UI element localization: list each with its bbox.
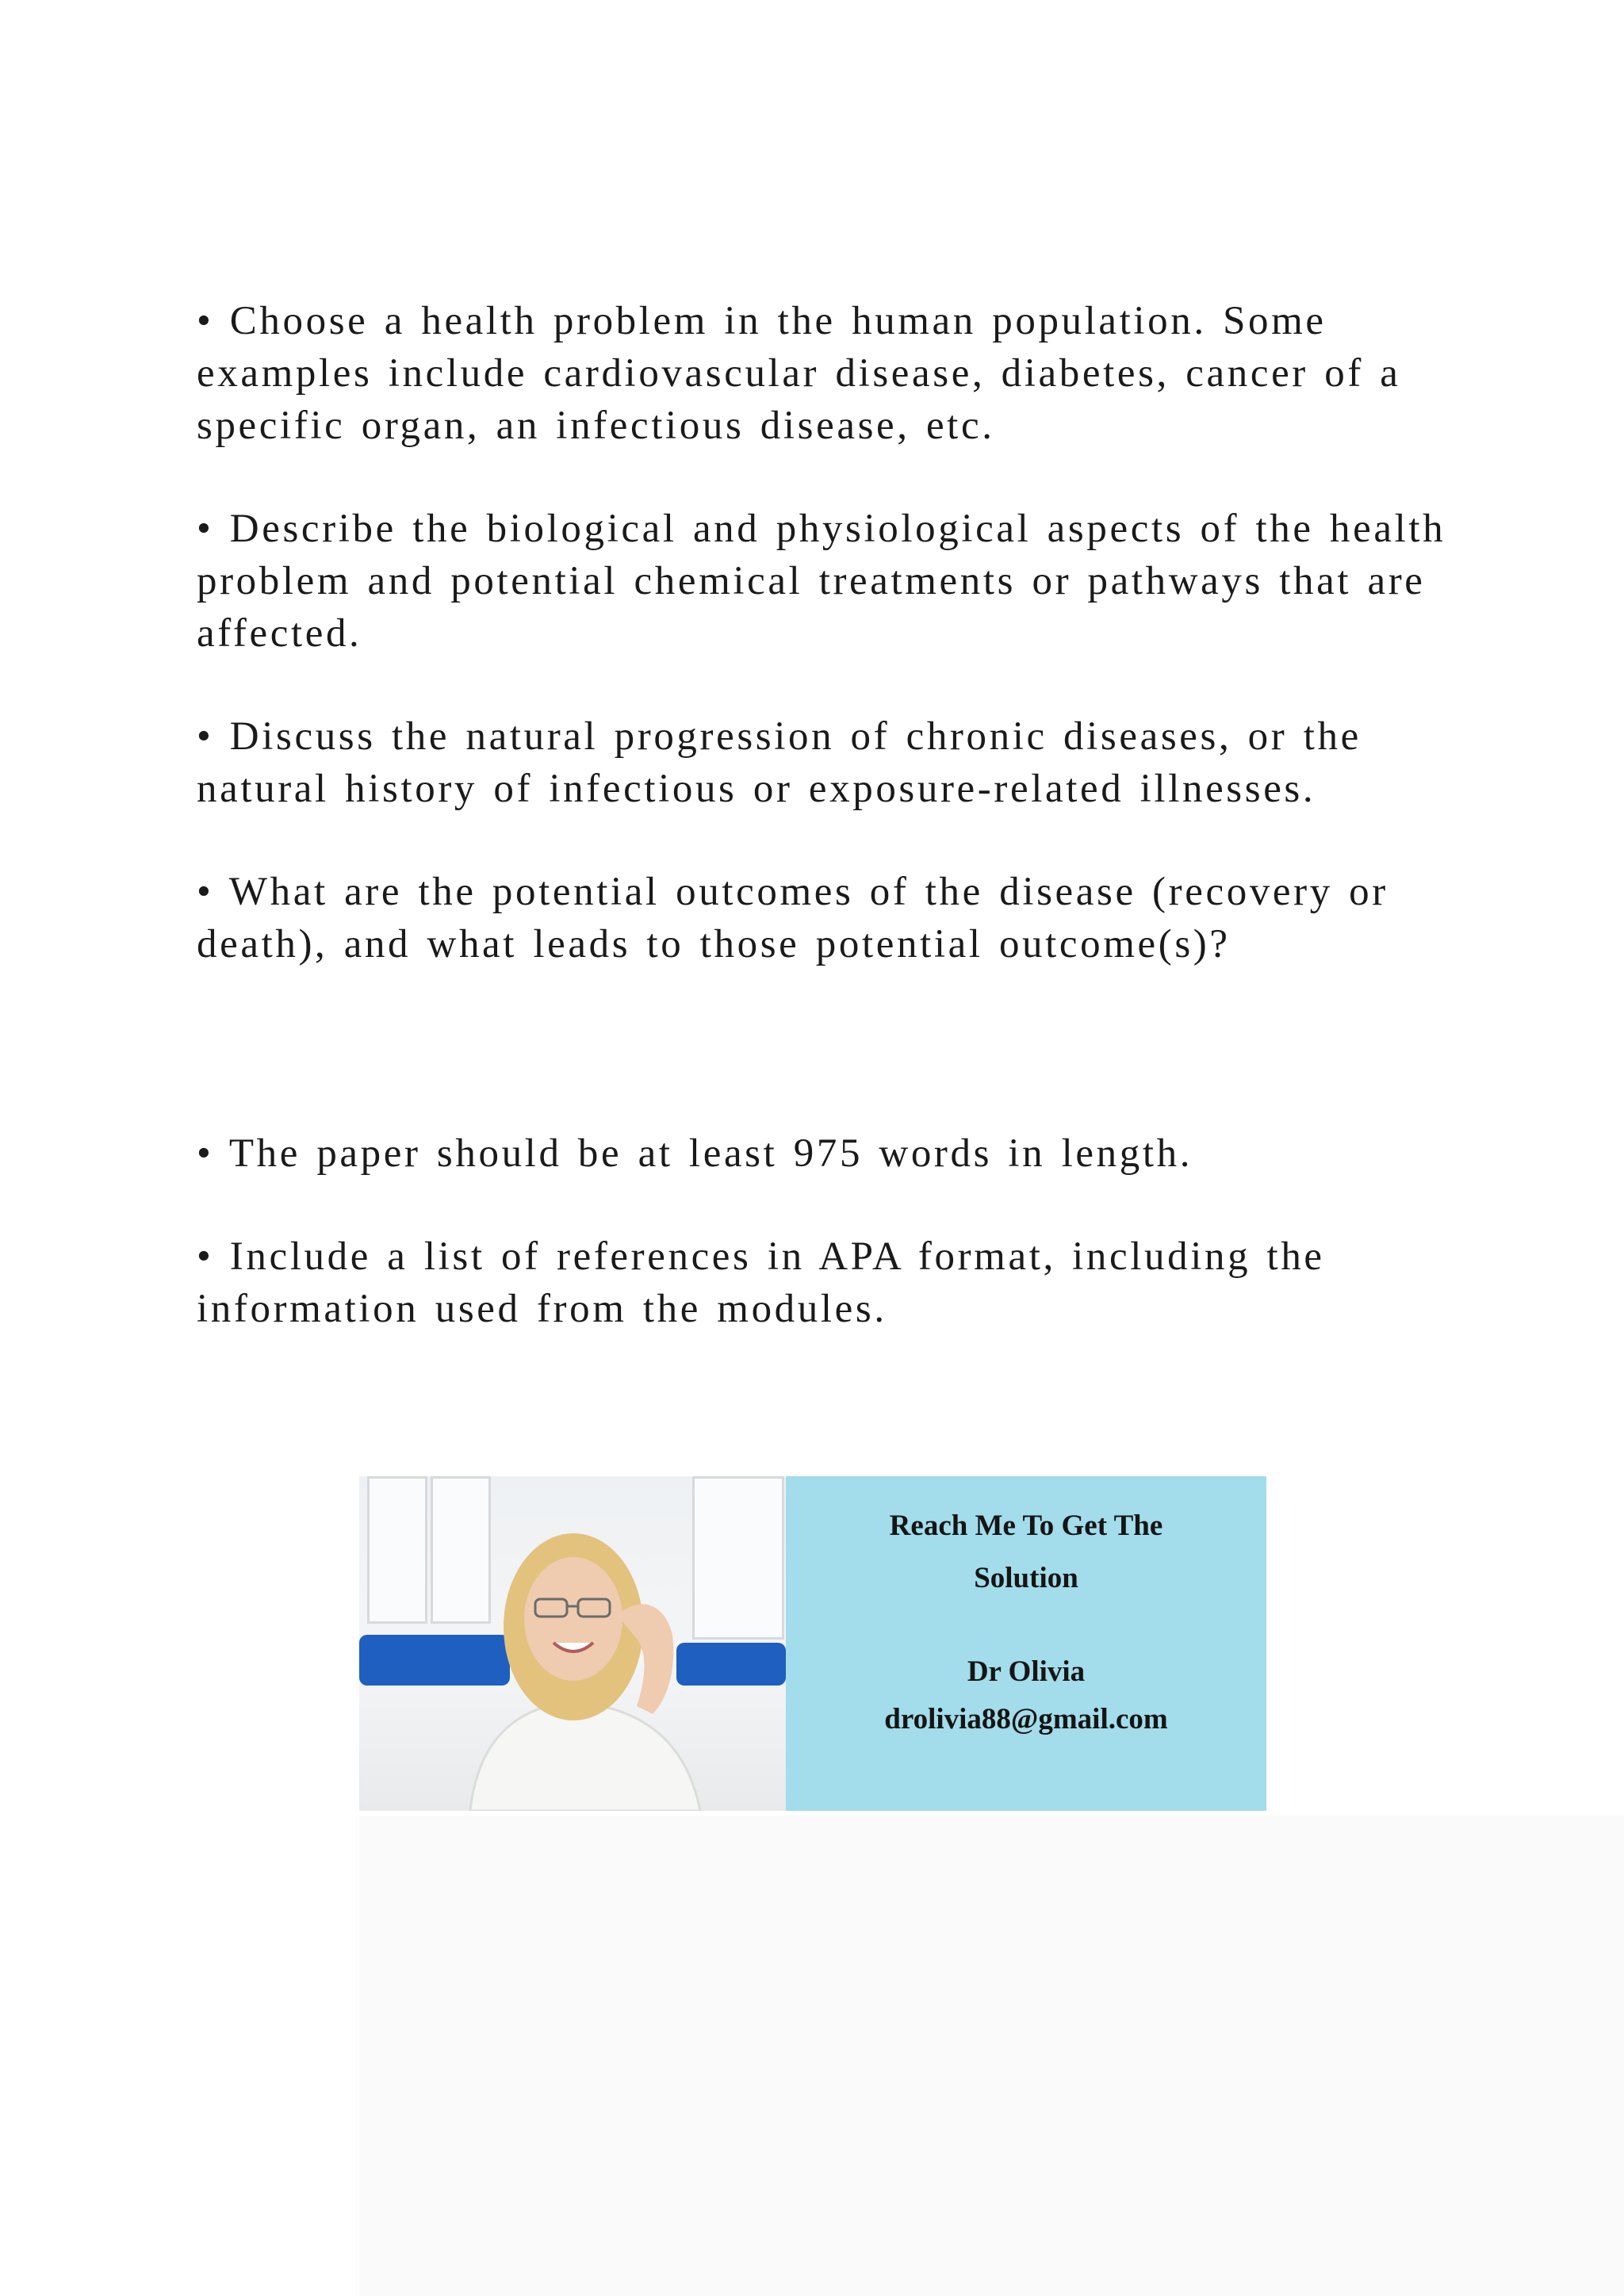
woman-figure-icon (359, 1476, 786, 1811)
instructions-body (197, 295, 1465, 1335)
banner-headline-line1: Reach Me To Get The (889, 1510, 1163, 1542)
banner-headline-line2: Solution (974, 1562, 1078, 1594)
instruction-choose-health-problem: • Choose a health problem in the human population. Some examples include cardiovascular disease, diabetes, cancer of a specific organ, an infectious disease, etc. (197, 299, 1417, 448)
instruction-word-count: • The paper should be at least 975 words in length. (197, 1131, 1193, 1176)
contact-info-panel (786, 1476, 1266, 1811)
instruction-potential-outcomes: • What are the potential outcomes of the disease (recovery or death), and what leads to those potential outcome(s)? (197, 870, 1405, 966)
instruction-references: • Include a list of references in APA format, including the information used from the modules. (197, 1234, 1342, 1331)
page-bottom-area (359, 1816, 1624, 2296)
instruction-discuss-progression: • Discuss the natural progression of chronic diseases, or the natural history of infectious or exposure-related illnesses. (197, 714, 1378, 811)
contact-banner (359, 1476, 1266, 1811)
woman-photo (359, 1476, 786, 1811)
contact-email[interactable]: drolivia88@gmail.com (884, 1703, 1168, 1735)
instruction-describe-aspects: • Describe the biological and physiological aspects of the health problem and potential chemical treatments or pathways that are affected. (197, 507, 1462, 656)
contact-name: Dr Olivia (967, 1655, 1086, 1688)
